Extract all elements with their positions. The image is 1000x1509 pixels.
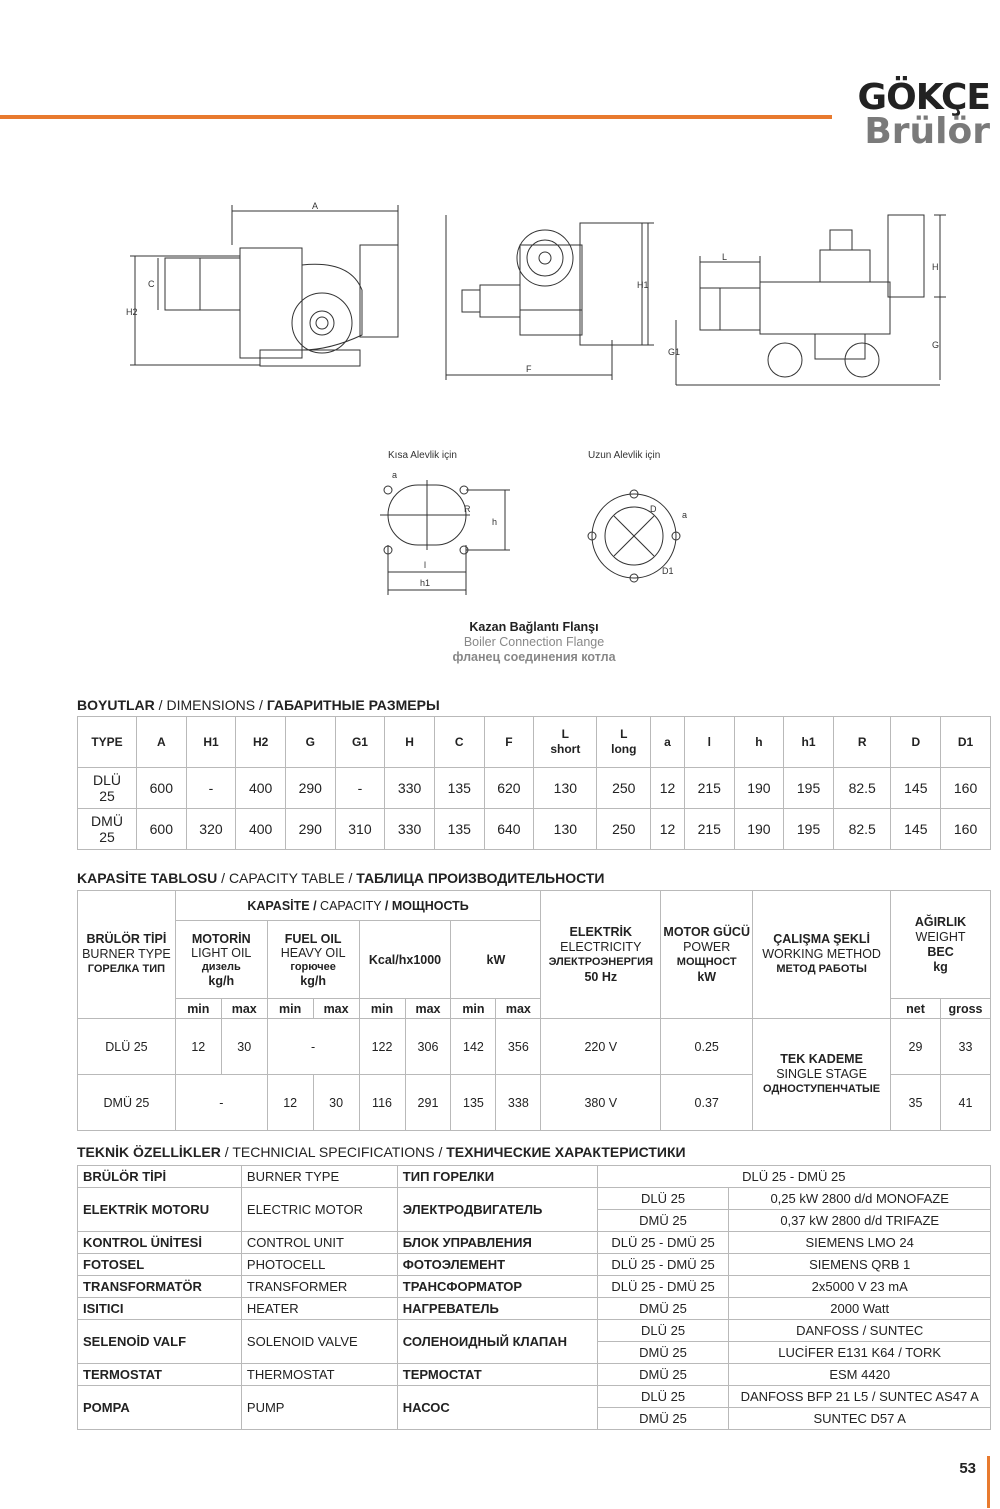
method-tr: ÇALIŞMA ŞEKLİ: [773, 932, 870, 946]
dim-g1-label: G1: [668, 347, 681, 357]
dim-header: TYPE: [78, 717, 137, 768]
capacity-table: [77, 890, 991, 1131]
dim-header: R: [833, 717, 891, 768]
spec-value: 2000 Watt: [729, 1298, 991, 1320]
spec-value: DANFOSS / SUNTEC: [729, 1320, 991, 1342]
cap-kcal-min: 116: [359, 1075, 405, 1131]
capacity-title: KAPASİTE TABLOSU / CAPACITY TABLE / ТАБЛИЦА ПРОИЗВОДИТЕЛЬНОСТИ: [77, 870, 605, 886]
spec-label-en: HEATER: [241, 1298, 397, 1320]
capacity-header-ru: / МОЩНОСТЬ: [384, 898, 469, 913]
electricity-header: [541, 891, 661, 1019]
stage-en: SINGLE STAGE: [776, 1067, 867, 1081]
heavy-oil-header: [267, 921, 359, 999]
dim-cell: 160: [941, 809, 991, 850]
dim-cell: 620: [484, 768, 534, 809]
dim-l-label: L: [722, 252, 728, 262]
min-header: min: [267, 999, 313, 1019]
spec-label-tr: ELEKTRİK MOTORU: [78, 1188, 242, 1232]
flange-caption: [0, 620, 1000, 665]
spec-label-tr: TERMOSTAT: [78, 1364, 242, 1386]
motor-unit: kW: [697, 969, 717, 984]
dim-cell: 135: [434, 809, 484, 850]
dimensions-title-tr: BOYUTLAR: [77, 697, 155, 713]
cap-kw-min: 142: [451, 1019, 496, 1075]
net-header: net: [891, 999, 941, 1019]
kcal-header: Kcal/hx1000: [359, 921, 451, 999]
dim-cell: 215: [684, 768, 734, 809]
dim-cell: 190: [734, 768, 784, 809]
dim-header: a: [651, 717, 685, 768]
dim-cell: 12: [651, 768, 685, 809]
cap-kcal-max: 291: [405, 1075, 451, 1131]
spec-model: DMÜ 25: [597, 1342, 729, 1364]
dim-cell: 145: [891, 809, 941, 850]
spec-row: [78, 1298, 991, 1320]
spec-value: ESM 4420: [729, 1364, 991, 1386]
dim-cell: 130: [534, 809, 597, 850]
spec-row: [78, 1166, 991, 1188]
cap-elec: 380 V: [541, 1075, 661, 1131]
dim-cell: 195: [784, 809, 834, 850]
kw-header: kW: [451, 921, 541, 999]
spec-label-ru: БЛОК УПРАВЛЕНИЯ: [397, 1232, 597, 1254]
spec-value: SIEMENS LMO 24: [729, 1232, 991, 1254]
dimensions-title-ru: ГАБАРИТНЫЕ РАЗМЕРЫ: [266, 697, 440, 713]
dimensions-title-en: DIMENSIONS: [166, 697, 256, 713]
min-header: min: [175, 999, 221, 1019]
min-header: min: [359, 999, 405, 1019]
cap-gross: 41: [940, 1075, 990, 1131]
dimensions-row: [78, 809, 991, 850]
capacity-row: [78, 1019, 991, 1075]
cap-net: 29: [891, 1019, 941, 1075]
technical-drawing: [0, 190, 1000, 610]
dim-cell: 330: [385, 768, 435, 809]
max-header: max: [313, 999, 359, 1019]
spec-label-en: CONTROL UNIT: [241, 1232, 397, 1254]
spec-label-tr: SELENOİD VALF: [78, 1320, 242, 1364]
dim-cell: 250: [597, 768, 651, 809]
dim-header: G: [285, 717, 335, 768]
stage-ru: ОДНОСТУПЕНЧАТЫЕ: [763, 1083, 881, 1095]
motor-header: [661, 891, 753, 1019]
heavy-oil-unit: kg/h: [300, 973, 326, 988]
spec-label-ru: СОЛЕНОИДНЫЙ КЛАПАН: [397, 1320, 597, 1364]
spec-label-en: ELECTRIC MOTOR: [241, 1188, 397, 1232]
dim-cell: 600: [137, 768, 187, 809]
dim-header: L short: [534, 717, 597, 768]
spec-row: [78, 1188, 991, 1210]
flange-h-label: h: [492, 517, 498, 527]
burner-type-en: BURNER TYPE: [82, 947, 171, 961]
cap-kw-min: 135: [451, 1075, 496, 1131]
heavy-oil-ru: горючее: [290, 960, 336, 973]
dim-cell: 135: [434, 768, 484, 809]
spec-label-tr: TRANSFORMATÖR: [78, 1276, 242, 1298]
light-oil-en: LIGHT OIL: [191, 945, 252, 960]
cap-lo-min: 12: [175, 1019, 221, 1075]
spec-model: DMÜ 25: [597, 1364, 729, 1386]
brand-line1: GÖKÇE: [857, 77, 990, 118]
dim-header: L long: [597, 717, 651, 768]
cap-lo: -: [175, 1075, 267, 1131]
dim-cell: 195: [784, 768, 834, 809]
min-header: min: [451, 999, 496, 1019]
spec-row: [78, 1254, 991, 1276]
spec-label-tr: POMPA: [78, 1386, 242, 1430]
spec-label-tr: KONTROL ÜNİTESİ: [78, 1232, 242, 1254]
spec-label-en: SOLENOID VALVE: [241, 1320, 397, 1364]
flange-h1-label: h1: [420, 578, 431, 588]
heavy-oil-en: HEAVY OIL: [280, 945, 346, 960]
spec-row: [78, 1276, 991, 1298]
spec-label-ru: ЭЛЕКТРОДВИГАТЕЛЬ: [397, 1188, 597, 1232]
flange-short: [380, 480, 510, 595]
brand-logo: [857, 77, 990, 152]
dim-header: D: [891, 717, 941, 768]
dim-header: A: [137, 717, 187, 768]
capacity-title-tr: KAPASİTE TABLOSU: [77, 870, 218, 886]
dim-cell: 600: [137, 809, 187, 850]
dim-cell: 12: [651, 809, 685, 850]
weight-tr: AĞIRLIK: [914, 914, 967, 929]
light-oil-tr: MOTORİN: [191, 931, 251, 946]
capacity-header-tr: KAPASİTE /: [247, 898, 317, 913]
burner-type-ru: ГОРЕЛКА ТИП: [87, 963, 166, 975]
cap-kcal-min: 122: [359, 1019, 405, 1075]
dim-h2-label: H2: [126, 307, 138, 317]
spec-value: SUNTEC D57 A: [729, 1408, 991, 1430]
caption-ru: фланец соединения котла: [452, 650, 616, 664]
max-header: max: [221, 999, 267, 1019]
specs-table: [77, 1165, 991, 1430]
cap-kw-max: 338: [496, 1075, 541, 1131]
dim-header: D1: [941, 717, 991, 768]
spec-value: 0,37 kW 2800 d/d TRIFAZE: [729, 1210, 991, 1232]
dim-h1-label: H1: [637, 280, 649, 290]
light-oil-header: [175, 921, 267, 999]
caption-en: Boiler Connection Flange: [463, 635, 605, 649]
dimensions-header-row: [78, 717, 991, 768]
method-header: [753, 891, 891, 1019]
cap-kw-max: 356: [496, 1019, 541, 1075]
specs-body: [78, 1166, 991, 1430]
spec-value: SIEMENS QRB 1: [729, 1254, 991, 1276]
motor-ru: МОЩНОСТ: [676, 955, 737, 968]
spec-label-en: TRANSFORMER: [241, 1276, 397, 1298]
cap-kcal-max: 306: [405, 1019, 451, 1075]
spec-label-ru: НАГРЕВАТЕЛЬ: [397, 1298, 597, 1320]
dim-header: F: [484, 717, 534, 768]
dim-g-label: G: [932, 340, 940, 350]
dim-cell: 640: [484, 809, 534, 850]
light-oil-unit: kg/h: [208, 973, 235, 988]
weight-ru: ВЕС: [927, 944, 954, 959]
cap-elec: 220 V: [541, 1019, 661, 1075]
cap-motor: 0.25: [661, 1019, 753, 1075]
flange-short-title: Kısa Alevlik için: [388, 450, 457, 461]
dim-cell: DMÜ 25: [78, 809, 137, 850]
dim-header: H2: [236, 717, 286, 768]
dim-cell: 310: [335, 809, 385, 850]
dim-cell: -: [335, 768, 385, 809]
burner-type-tr: BRÜLÖR TİPİ: [86, 932, 167, 946]
dimensions-title: BOYUTLAR / DIMENSIONS / ГАБАРИТНЫЕ РАЗМЕРЫ: [77, 697, 440, 713]
flange-d-label: D: [650, 504, 657, 514]
spec-value: 2x5000 V 23 mA: [729, 1276, 991, 1298]
capacity-header-en: CAPACITY: [316, 898, 385, 913]
cap-lo-max: 30: [221, 1019, 267, 1075]
flange-a-label: a: [392, 470, 398, 480]
dim-header: h1: [784, 717, 834, 768]
dim-cell: 82.5: [833, 768, 891, 809]
spec-model: DMÜ 25: [597, 1298, 729, 1320]
specs-title: TEKNİK ÖZELLİKLER / TECHNICIAL SPECIFICATIONS / ТЕХНИЧЕСКИЕ ХАРАКТЕРИСТИКИ: [77, 1144, 686, 1160]
spec-value: DLÜ 25 - DMÜ 25: [597, 1166, 990, 1188]
spec-label-tr: ISITICI: [78, 1298, 242, 1320]
dim-cell: 290: [285, 809, 335, 850]
dim-cell: 82.5: [833, 809, 891, 850]
page-number: 53: [959, 1460, 976, 1477]
spec-model: DMÜ 25: [597, 1210, 729, 1232]
cap-ho-max: 30: [313, 1075, 359, 1131]
dim-cell: 330: [385, 809, 435, 850]
weight-en: WEIGHT: [915, 929, 966, 944]
cap-method: [753, 1019, 891, 1131]
gross-header: gross: [940, 999, 990, 1019]
side-view: [130, 205, 398, 366]
dim-cell: 130: [534, 768, 597, 809]
cap-ho: -: [267, 1019, 359, 1075]
dim-header: C: [434, 717, 484, 768]
spec-row: [78, 1386, 991, 1408]
dim-header: H: [385, 717, 435, 768]
spec-label-tr: FOTOSEL: [78, 1254, 242, 1276]
dim-header: H1: [186, 717, 236, 768]
flange-l-label: l: [424, 560, 426, 570]
spec-row: [78, 1232, 991, 1254]
capacity-title-ru: ТАБЛИЦА ПРОИЗВОДИТЕЛЬНОСТИ: [356, 870, 605, 886]
method-en: WORKING METHOD: [762, 947, 881, 961]
dim-a-label: A: [312, 201, 319, 211]
heavy-oil-tr: FUEL OIL: [284, 931, 342, 946]
spec-label-ru: ТИП ГОРЕЛКИ: [397, 1166, 597, 1188]
dim-header: l: [684, 717, 734, 768]
cap-net: 35: [891, 1075, 941, 1131]
spec-model: DLÜ 25: [597, 1386, 729, 1408]
top-view: [676, 215, 946, 385]
spec-model: DLÜ 25 - DMÜ 25: [597, 1232, 729, 1254]
dimensions-table: [77, 716, 991, 850]
spec-model: DMÜ 25: [597, 1408, 729, 1430]
cap-gross: 33: [940, 1019, 990, 1075]
spec-value: 0,25 kW 2800 d/d MONOFAZE: [729, 1188, 991, 1210]
stage-tr: TEK KADEME: [780, 1052, 863, 1066]
header-rule: [0, 115, 832, 119]
weight-header: [891, 891, 991, 999]
dim-cell: DLÜ 25: [78, 768, 137, 809]
dim-cell: 145: [891, 768, 941, 809]
spec-model: DLÜ 25: [597, 1320, 729, 1342]
motor-tr: MOTOR GÜCÜ: [663, 924, 750, 939]
dim-f-label: F: [526, 364, 532, 374]
flange-r-label: R: [464, 504, 471, 514]
flange-long-a-label: a: [682, 510, 688, 520]
spec-label-en: BURNER TYPE: [241, 1166, 397, 1188]
specs-title-en: TECHNICIAL SPECIFICATIONS: [232, 1144, 435, 1160]
spec-row: [78, 1364, 991, 1386]
spec-label-ru: ТРАНСФОРМАТОР: [397, 1276, 597, 1298]
spec-label-en: PUMP: [241, 1386, 397, 1430]
brand-line2: Brülör: [864, 111, 990, 152]
specs-title-ru: ТЕХНИЧЕСКИЕ ХАРАКТЕРИСТИКИ: [446, 1144, 686, 1160]
method-ru: МЕТОД РАБОТЫ: [776, 963, 867, 975]
spec-model: DLÜ 25 - DMÜ 25: [597, 1276, 729, 1298]
spec-model: DLÜ 25 - DMÜ 25: [597, 1254, 729, 1276]
dim-cell: 250: [597, 809, 651, 850]
motor-en: POWER: [683, 939, 731, 954]
spec-label-tr: BRÜLÖR TİPİ: [78, 1166, 242, 1188]
spec-model: DLÜ 25: [597, 1188, 729, 1210]
dim-cell: 215: [684, 809, 734, 850]
spec-label-en: PHOTOCELL: [241, 1254, 397, 1276]
spec-label-en: THERMOSTAT: [241, 1364, 397, 1386]
cap-type: DMÜ 25: [78, 1075, 176, 1131]
spec-value: DANFOSS BFP 21 L5 / SUNTEC AS47 A: [729, 1386, 991, 1408]
cap-motor: 0.37: [661, 1075, 753, 1131]
max-header: max: [496, 999, 541, 1019]
dim-cell: 290: [285, 768, 335, 809]
flange-long-title: Uzun Alevlik için: [588, 450, 661, 461]
max-header: max: [405, 999, 451, 1019]
flange-d1-label: D1: [662, 566, 674, 576]
cap-ho-min: 12: [267, 1075, 313, 1131]
dim-cell: 400: [236, 768, 286, 809]
capacity-title-en: CAPACITY TABLE: [228, 870, 345, 886]
weight-unit: kg: [933, 959, 948, 974]
page-accent-bar: [987, 1456, 990, 1508]
electricity-tr: ELEKTRİK: [569, 924, 633, 939]
dim-h-label: H: [932, 262, 939, 272]
dim-header: h: [734, 717, 784, 768]
cap-type: DLÜ 25: [78, 1019, 176, 1075]
capacity-header: [175, 891, 540, 921]
dim-cell: -: [186, 768, 236, 809]
spec-label-ru: ФОТОЭЛЕМЕНТ: [397, 1254, 597, 1276]
spec-row: [78, 1320, 991, 1342]
light-oil-ru: дизель: [201, 960, 241, 973]
front-view: [446, 215, 654, 380]
spec-label-ru: НАСОС: [397, 1386, 597, 1430]
electricity-hz: 50 Hz: [584, 969, 618, 984]
spec-label-ru: ТЕРМОСТАТ: [397, 1364, 597, 1386]
dim-cell: 320: [186, 809, 236, 850]
spec-value: LUCİFER E131 K64 / TORK: [729, 1342, 991, 1364]
burner-type-header: [78, 891, 176, 1019]
electricity-ru: ЭЛЕКТРОЭНЕРГИЯ: [548, 955, 653, 968]
dim-c-label: C: [148, 279, 155, 289]
dim-cell: 190: [734, 809, 784, 850]
specs-title-tr: TEKNİK ÖZELLİKLER: [77, 1144, 221, 1160]
dim-cell: 400: [236, 809, 286, 850]
electricity-en: ELECTRICITY: [560, 939, 642, 954]
dimensions-row: [78, 768, 991, 809]
dim-cell: 160: [941, 768, 991, 809]
caption-tr: Kazan Bağlantı Flanşı: [469, 620, 599, 634]
dim-header: G1: [335, 717, 385, 768]
